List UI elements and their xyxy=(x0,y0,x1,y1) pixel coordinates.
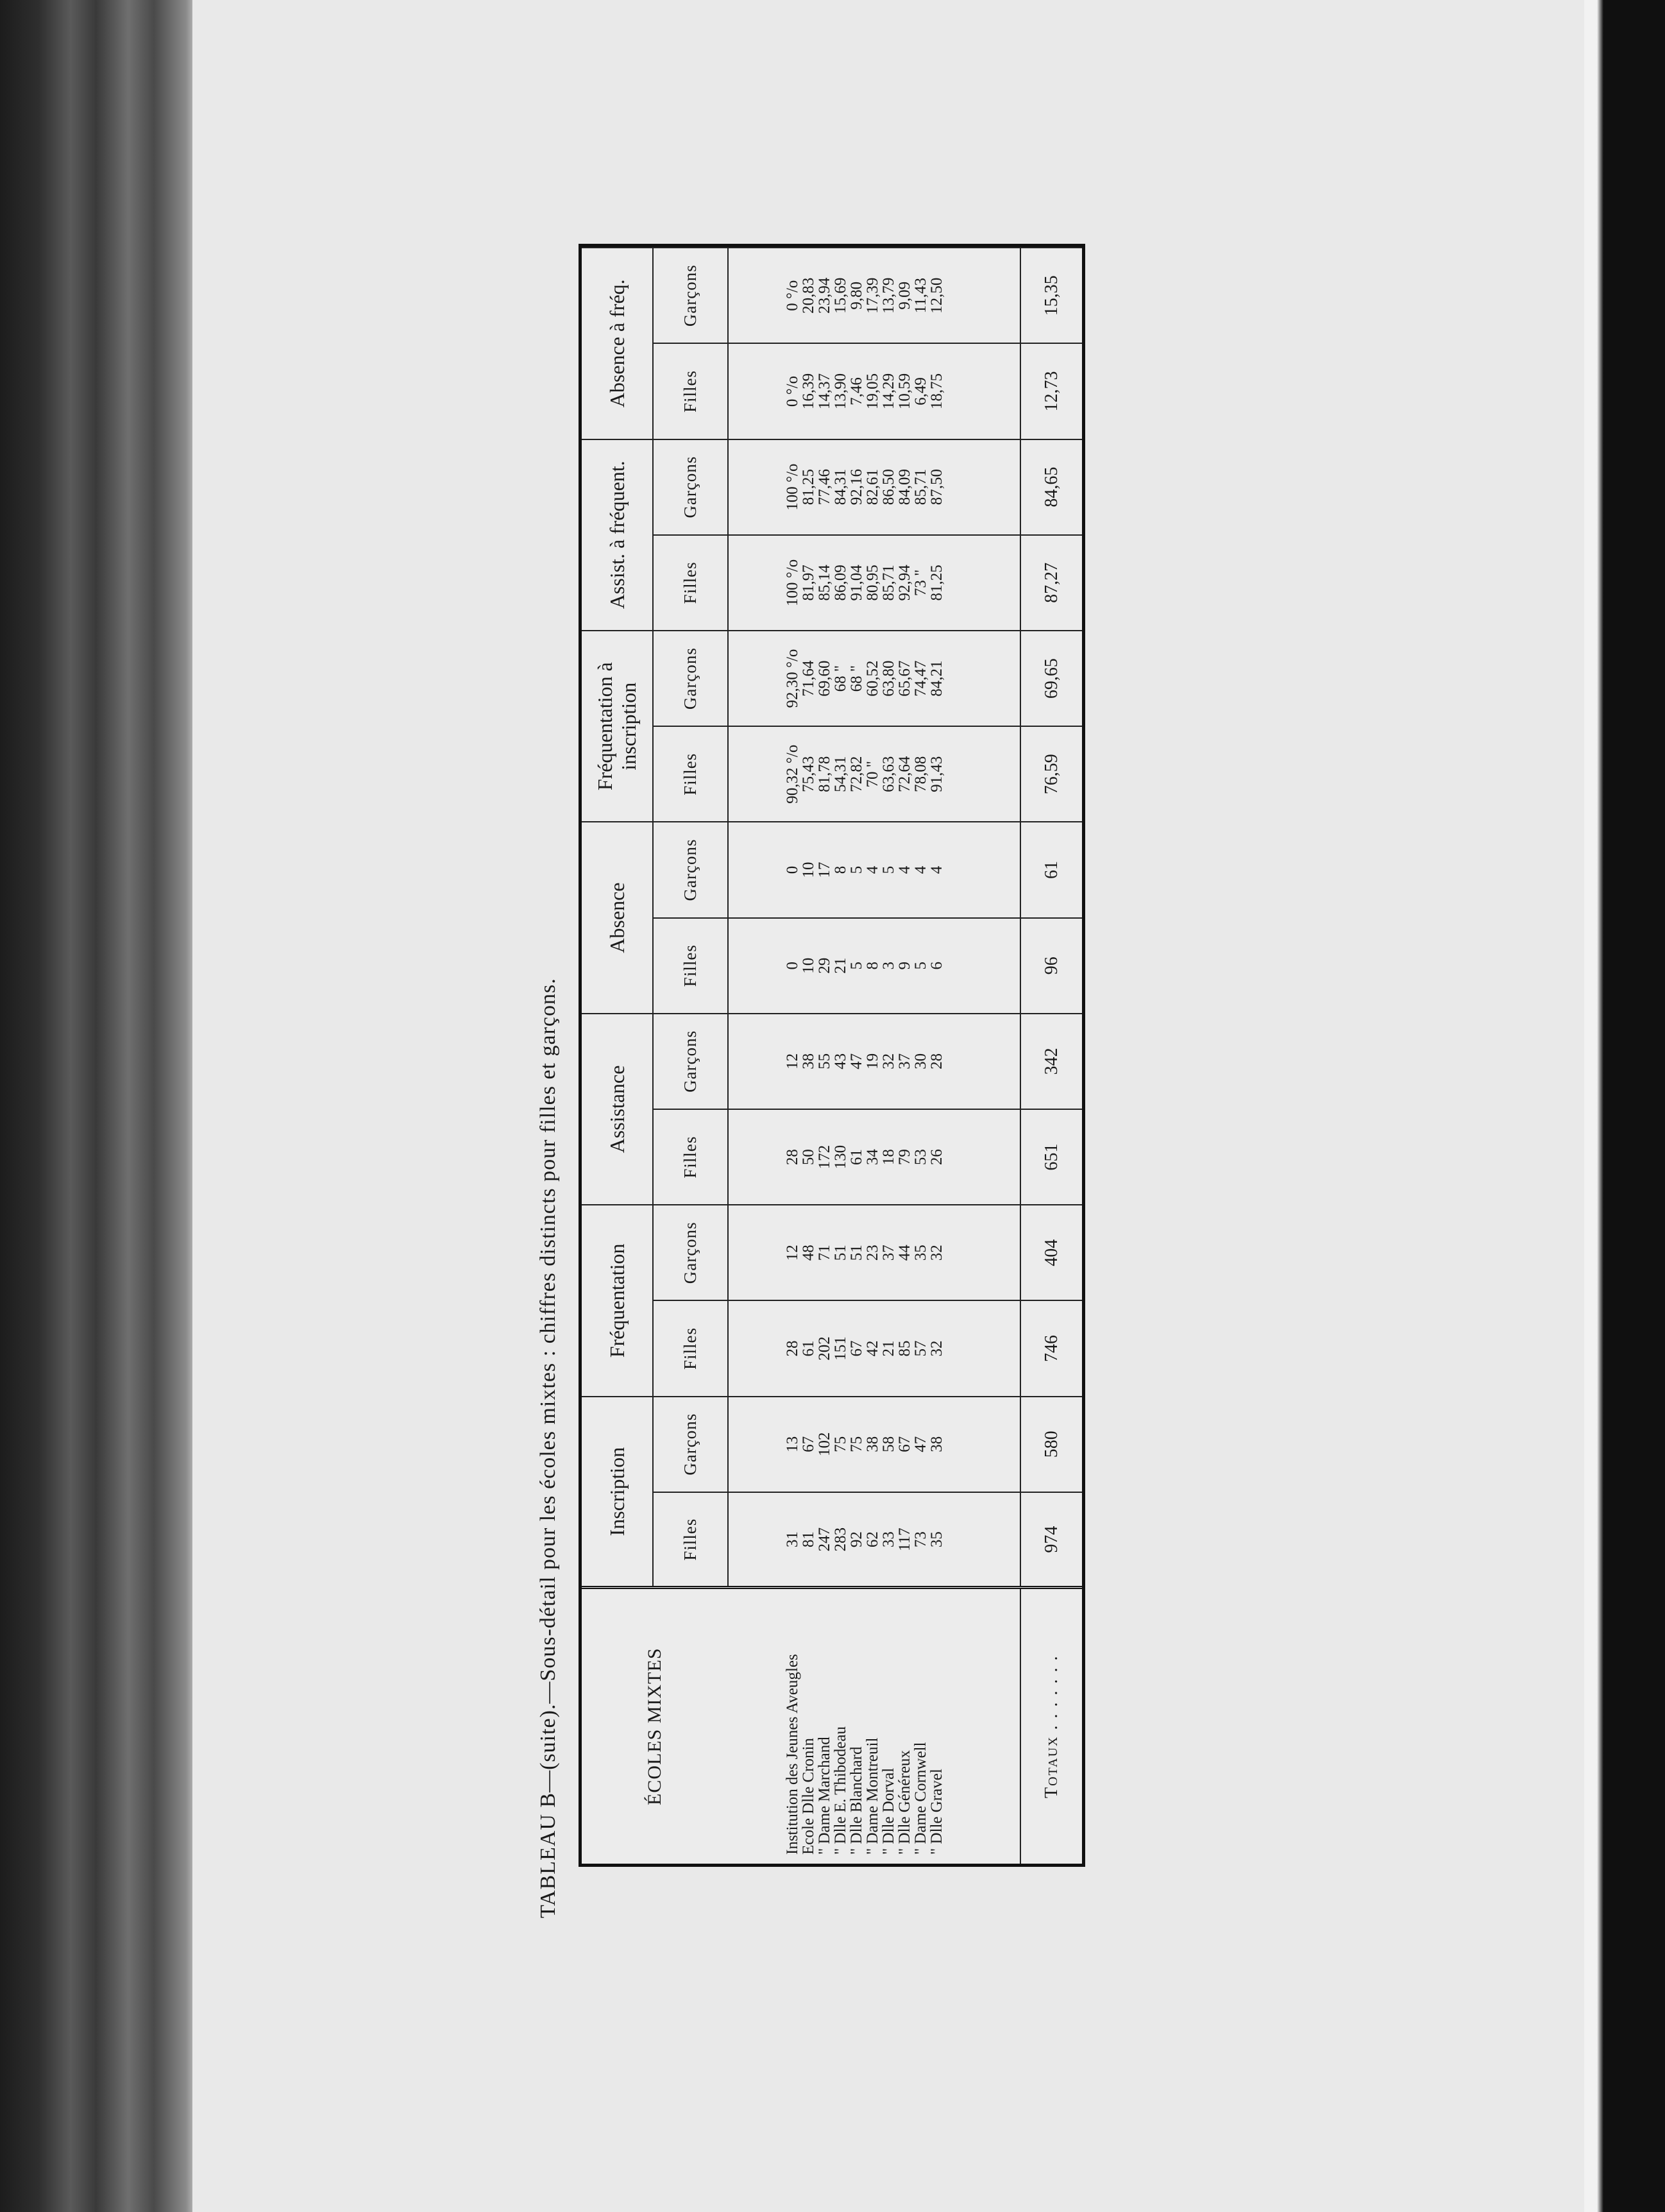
table-cell: 37 xyxy=(896,1053,913,1069)
table-cell: 0 xyxy=(784,865,801,874)
sub-header-filles: Filles xyxy=(653,1492,728,1588)
table-cell: 3 xyxy=(880,961,897,970)
book-binding-edge xyxy=(0,0,199,2212)
table-cell: 87,50 xyxy=(928,469,945,506)
sub-header-filles: Filles xyxy=(653,535,728,631)
table-cell: 35 xyxy=(928,1531,945,1548)
table-cell: 80,95 xyxy=(864,565,881,601)
sub-header-filles: Filles xyxy=(653,1109,728,1205)
sub-header-filles: Filles xyxy=(653,1300,728,1396)
school-name: " Dame Cornwell xyxy=(911,1742,929,1855)
school-name: " Dame Montreuil xyxy=(863,1737,881,1855)
table-cell: 10,59 xyxy=(896,373,913,410)
table-cell: 26 xyxy=(928,1149,945,1166)
table-cell: 63,80 xyxy=(880,660,897,697)
sub-header-filles: Filles xyxy=(653,726,728,822)
group-header-inscription: Inscription xyxy=(582,1397,653,1588)
data-block-row xyxy=(728,248,1001,1864)
table-cell: 81 xyxy=(800,1531,817,1548)
table-cell: 172 xyxy=(816,1144,833,1170)
table-cell: 91,43 xyxy=(928,756,945,792)
table-cell: 61 xyxy=(848,1149,865,1166)
school-name: Ecole Dlle Cronin xyxy=(799,1738,817,1855)
value-column xyxy=(728,439,1001,535)
value-column xyxy=(728,1109,1001,1205)
next-page-edge xyxy=(1584,0,1665,2212)
table-cell: 51 xyxy=(848,1245,865,1261)
table-cell: 48 xyxy=(800,1245,817,1261)
table-cell: 5 xyxy=(880,865,897,874)
sub-header-garcons: Garçons xyxy=(653,248,728,343)
table-cell: 10 xyxy=(800,957,817,974)
table-cell: 67 xyxy=(896,1436,913,1452)
table-cell: 92 xyxy=(848,1531,865,1548)
table-cell: 70 " xyxy=(864,761,881,788)
table-cell: 84,21 xyxy=(928,660,945,697)
table-cell: 74,47 xyxy=(912,660,929,697)
total-cell: 84,65 xyxy=(1020,439,1082,535)
group-header-absence-freq: Absence à fréq. xyxy=(582,248,653,439)
totals-label: Totaux . . . . . . . xyxy=(1020,1588,1082,1864)
total-cell: 76,59 xyxy=(1020,726,1082,822)
header-group-row xyxy=(582,248,653,1864)
table-cell: 75,43 xyxy=(800,756,817,792)
total-cell: 69,65 xyxy=(1020,631,1082,726)
rotated-table-page xyxy=(526,225,1090,1918)
table-cell: 34 xyxy=(864,1149,881,1166)
table-cell: 8 xyxy=(864,961,881,970)
table-cell: 30 xyxy=(912,1053,929,1069)
table-cell: 81,78 xyxy=(816,756,833,792)
total-cell: 12,73 xyxy=(1020,343,1082,439)
table-cell: 9,09 xyxy=(896,281,913,310)
value-column xyxy=(728,1300,1001,1396)
table-cell: 81,25 xyxy=(800,469,817,506)
table-cell: 18,75 xyxy=(928,373,945,410)
table-cell: 85 xyxy=(896,1340,913,1357)
table-cell: 23 xyxy=(864,1245,881,1261)
total-cell: 87,27 xyxy=(1020,535,1082,631)
table-cell: 5 xyxy=(848,865,865,874)
table-cell: 35 xyxy=(912,1245,929,1261)
table-cell: 65,67 xyxy=(896,660,913,697)
table-cell: 16,39 xyxy=(800,373,817,410)
table-cell: 5 xyxy=(848,961,865,970)
table-cell: 0 xyxy=(784,961,801,970)
table-cell: 19,05 xyxy=(864,373,881,410)
table-cell: 28 xyxy=(928,1053,945,1069)
table-cell: 62 xyxy=(864,1531,881,1548)
table-cell: 53 xyxy=(912,1149,929,1166)
table-cell: 13 xyxy=(784,1436,801,1452)
table-cell: 78,08 xyxy=(912,756,929,792)
table-cell: 63,63 xyxy=(880,756,897,792)
table-cell: 85,71 xyxy=(880,565,897,601)
total-cell: 404 xyxy=(1020,1205,1082,1300)
table-cell: 38 xyxy=(864,1436,881,1452)
table-cell: 4 xyxy=(928,865,945,874)
table-cell: 68 " xyxy=(832,665,849,692)
sub-header-filles: Filles xyxy=(653,918,728,1014)
table-cell: 14,37 xyxy=(816,373,833,410)
table-cell: 12 xyxy=(784,1245,801,1261)
table-cell: 75 xyxy=(848,1436,865,1452)
table-cell: 73 " xyxy=(912,569,929,597)
table-cell: 82,61 xyxy=(864,469,881,506)
table-cell: 33 xyxy=(880,1531,897,1548)
table-cell: 85,14 xyxy=(816,565,833,601)
sub-header-garcons: Garçons xyxy=(653,822,728,917)
value-column xyxy=(728,631,1001,726)
sub-header-garcons: Garçons xyxy=(653,439,728,535)
table-cell: 0 °/o xyxy=(784,280,801,311)
sub-header-garcons: Garçons xyxy=(653,1205,728,1300)
table-cell: 68 " xyxy=(848,665,865,692)
table-cell: 77,46 xyxy=(816,469,833,506)
table-cell: 67 xyxy=(848,1340,865,1357)
school-name: Institution des Jeunes Aveugles xyxy=(783,1654,801,1855)
table-cell: 10 xyxy=(800,862,817,878)
table-cell: 50 xyxy=(800,1149,817,1166)
table-cell: 9,80 xyxy=(848,281,865,310)
schools-column-header: ÉCOLES MIXTES xyxy=(582,1588,728,1864)
table-cell: 6,49 xyxy=(912,377,929,405)
value-column xyxy=(728,1205,1001,1300)
table-cell: 29 xyxy=(816,957,833,974)
table-cell: 90,32 °/o xyxy=(784,744,801,804)
table-cell: 32 xyxy=(928,1245,945,1261)
table-cell: 23,94 xyxy=(816,277,833,314)
statistics-table xyxy=(582,247,1082,1864)
table-cell: 60,52 xyxy=(864,660,881,697)
table-cell: 92,94 xyxy=(896,565,913,601)
sub-header-garcons: Garçons xyxy=(653,631,728,726)
table-cell: 100 °/o xyxy=(784,463,801,511)
table-cell: 130 xyxy=(832,1144,849,1170)
table-cell: 4 xyxy=(912,865,929,874)
total-cell: 651 xyxy=(1020,1109,1082,1205)
table-cell: 13,79 xyxy=(880,277,897,314)
table-cell: 31 xyxy=(784,1531,801,1548)
table-cell: 57 xyxy=(912,1340,929,1357)
sub-header-garcons: Garçons xyxy=(653,1014,728,1109)
group-header-assist-frequent: Assist. à fréquent. xyxy=(582,439,653,631)
table-cell: 47 xyxy=(912,1436,929,1452)
table-cell: 71,64 xyxy=(800,660,817,697)
table-cell: 4 xyxy=(864,865,881,874)
table-cell: 11,43 xyxy=(912,278,929,314)
table-cell: 100 °/o xyxy=(784,559,801,606)
table-cell: 7,46 xyxy=(848,377,865,405)
table-cell: 72,64 xyxy=(896,756,913,792)
school-names-cell xyxy=(728,1588,1001,1864)
table-cell: 15,69 xyxy=(832,277,849,314)
table-cell: 43 xyxy=(832,1053,849,1069)
table-cell: 75 xyxy=(832,1436,849,1452)
table-cell: 67 xyxy=(800,1436,817,1452)
table-cell: 86,50 xyxy=(880,469,897,506)
total-cell: 96 xyxy=(1020,918,1082,1014)
total-cell: 580 xyxy=(1020,1397,1082,1492)
school-name: " Dlle Généreux xyxy=(895,1750,913,1855)
table-cell: 54,31 xyxy=(832,756,849,792)
school-name: " Dlle E. Thibodeau xyxy=(831,1726,849,1855)
table-cell: 38 xyxy=(928,1436,945,1452)
table-cell: 38 xyxy=(800,1053,817,1069)
table-cell: 69,60 xyxy=(816,660,833,697)
table-cell: 151 xyxy=(832,1336,849,1361)
table-cell: 20,83 xyxy=(800,277,817,314)
table-cell: 85,71 xyxy=(912,469,929,506)
table-cell: 86,09 xyxy=(832,565,849,601)
table-cell: 28 xyxy=(784,1340,801,1357)
table-cell: 17,39 xyxy=(864,277,881,314)
table-cell: 47 xyxy=(848,1053,865,1069)
table-cell: 71 xyxy=(816,1245,833,1261)
school-name: " Dame Marchand xyxy=(815,1737,833,1855)
table-cell: 19 xyxy=(864,1053,881,1069)
table-cell: 37 xyxy=(880,1245,897,1261)
table-cell: 61 xyxy=(800,1340,817,1357)
statistics-table-frame xyxy=(579,244,1085,1867)
table-cell: 72,82 xyxy=(848,756,865,792)
group-header-frequentation: Fréquentation xyxy=(582,1205,653,1396)
school-name: " Dlle Dorval xyxy=(879,1767,897,1855)
table-cell: 14,29 xyxy=(880,373,897,410)
total-cell: 61 xyxy=(1020,822,1082,917)
table-cell: 13,90 xyxy=(832,373,849,410)
table-cell: 102 xyxy=(816,1432,833,1456)
table-cell: 92,16 xyxy=(848,469,865,506)
table-cell: 18 xyxy=(880,1149,897,1166)
table-cell: 21 xyxy=(832,957,849,974)
table-cell: 12 xyxy=(784,1053,801,1069)
group-header-absence: Absence xyxy=(582,822,653,1013)
table-cell: 51 xyxy=(832,1245,849,1261)
table-cell: 8 xyxy=(832,865,849,874)
table-cell: 283 xyxy=(832,1527,849,1552)
value-column xyxy=(728,343,1001,439)
value-column xyxy=(728,248,1001,343)
table-cell: 81,25 xyxy=(928,565,945,601)
value-column xyxy=(728,1014,1001,1109)
group-header-assistance: Assistance xyxy=(582,1014,653,1205)
value-column xyxy=(728,726,1001,822)
table-cell: 55 xyxy=(816,1053,833,1069)
total-cell: 974 xyxy=(1020,1492,1082,1588)
table-cell: 9 xyxy=(896,961,913,970)
table-cell: 202 xyxy=(816,1336,833,1361)
school-name: " Dlle Gravel xyxy=(927,1769,945,1855)
value-column xyxy=(728,1397,1001,1492)
total-cell: 15,35 xyxy=(1020,248,1082,343)
table-title xyxy=(526,225,571,1918)
table-cell: 28 xyxy=(784,1149,801,1166)
table-cell: 81,97 xyxy=(800,565,817,601)
value-column xyxy=(728,535,1001,631)
table-cell: 79 xyxy=(896,1149,913,1166)
spacer-row xyxy=(1001,248,1020,1864)
sub-header-filles: Filles xyxy=(653,343,728,439)
totals-row xyxy=(1020,248,1082,1864)
school-name: " Dlle Blanchard xyxy=(847,1746,865,1855)
group-header-frequentation-inscription: Fréquentation à inscription xyxy=(582,631,653,822)
table-cell: 0 °/o xyxy=(784,375,801,407)
total-cell: 746 xyxy=(1020,1300,1082,1396)
table-cell: 92,30 °/o xyxy=(784,649,801,708)
table-cell: 6 xyxy=(928,961,945,970)
table-cell: 17 xyxy=(816,862,833,878)
table-cell: 58 xyxy=(880,1436,897,1452)
table-cell: 84,31 xyxy=(832,469,849,506)
table-cell: 91,04 xyxy=(848,565,865,601)
table-title-text: TABLEAU B—(suite).—Sous-détail pour les écoles mixtes : chiffres distincts pour filles et garçons. xyxy=(536,978,560,1918)
table-cell: 73 xyxy=(912,1531,929,1548)
table-cell: 5 xyxy=(912,961,929,970)
table-cell: 21 xyxy=(880,1340,897,1357)
table-cell: 117 xyxy=(896,1527,913,1551)
table-cell: 84,09 xyxy=(896,469,913,506)
value-column xyxy=(728,822,1001,917)
table-cell: 32 xyxy=(880,1053,897,1069)
value-column xyxy=(728,918,1001,1014)
sub-header-garcons: Garçons xyxy=(653,1397,728,1492)
table-cell: 32 xyxy=(928,1340,945,1357)
table-cell: 12,50 xyxy=(928,277,945,314)
total-cell: 342 xyxy=(1020,1014,1082,1109)
table-cell: 42 xyxy=(864,1340,881,1357)
value-column xyxy=(728,1492,1001,1588)
table-cell: 44 xyxy=(896,1245,913,1261)
table-cell: 247 xyxy=(816,1527,833,1552)
table-cell: 4 xyxy=(896,865,913,874)
